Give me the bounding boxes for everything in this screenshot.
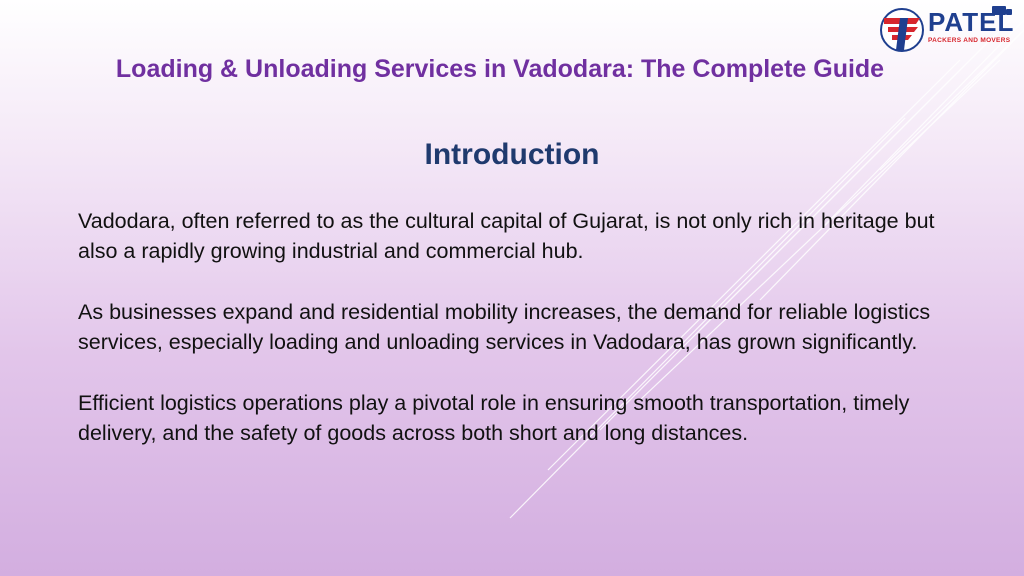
paragraph-2: As businesses expand and residential mobility increases, the demand for reliable logistics services, especially loading and unloading services in Vadodara, has grown significantly. <box>78 300 931 354</box>
logo-name: PATEL <box>928 7 1015 37</box>
body-text <box>78 206 978 479</box>
paragraph-1: Vadodara, often referred to as the cultural capital of Gujarat, is not only rich in heritage but also a rapidly growing industrial and commercial hub. <box>78 209 935 263</box>
paragraph-3: Efficient logistics operations play a pivotal role in ensuring smooth transportation, timely delivery, and the safety of goods across both short and long distances. <box>78 391 910 445</box>
logo-tagline: PACKERS AND MOVERS <box>928 37 1011 44</box>
slide-title: Loading & Unloading Services in Vadodara: The Complete Guide <box>115 55 885 83</box>
section-heading: Introduction <box>424 138 600 171</box>
